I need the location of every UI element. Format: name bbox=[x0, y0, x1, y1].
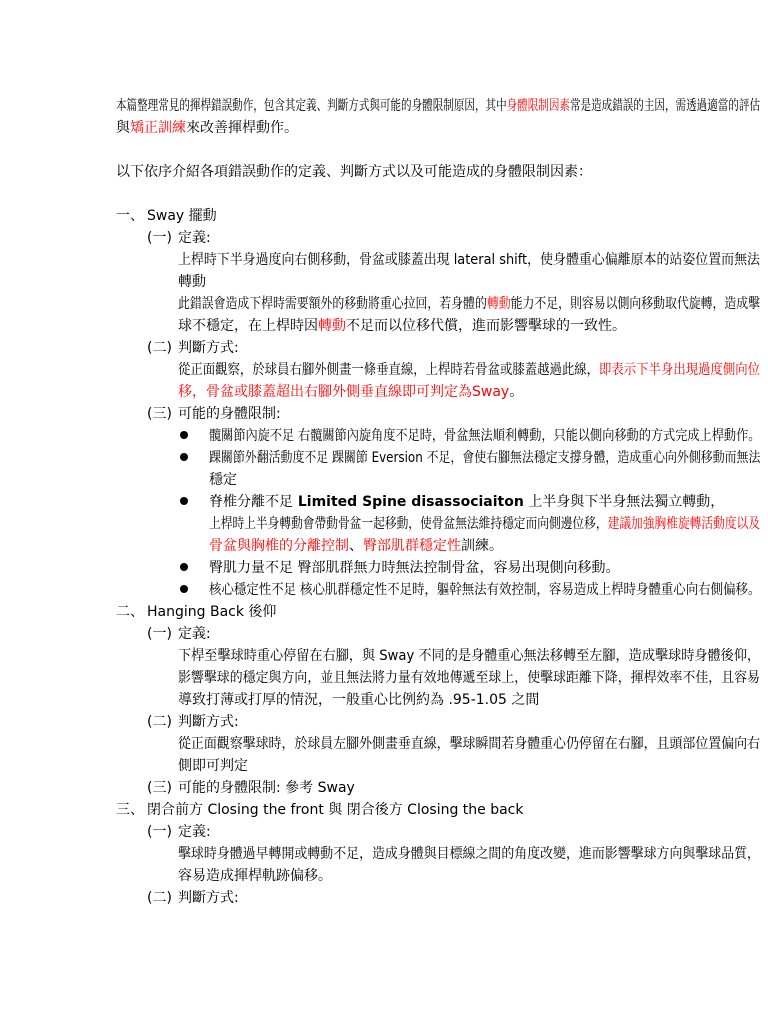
s1-def-line-1 bbox=[178, 251, 760, 269]
text: 。 bbox=[509, 384, 524, 400]
text: 後仰 bbox=[248, 604, 277, 620]
bullet-icon bbox=[180, 431, 188, 439]
s1-judge-line-1 bbox=[178, 361, 760, 379]
text: 從正面觀察，於球員右腳外側畫一條垂直線，上桿時若骨盆或膝蓋越過此線， bbox=[178, 362, 600, 378]
highlight-text: 移，骨盆或膝蓋超出右腳外側垂直線即可判定為 bbox=[178, 384, 472, 400]
text: 右髖關節內旋角度不足時，骨盆無法順利轉動，只能以側向移動的方式完成上桿動作。 bbox=[294, 428, 761, 444]
s1-def-line-1b: 轉動 bbox=[178, 274, 206, 290]
text: 與 bbox=[328, 802, 343, 818]
s2-def-label: 定義: bbox=[178, 626, 211, 642]
text: 不足而以位移代償，進而影響擊球的一致性。 bbox=[346, 318, 626, 334]
text: 參考 bbox=[285, 780, 318, 796]
text: Closing the back bbox=[402, 802, 524, 818]
s1-def-label: 定義: bbox=[178, 230, 211, 246]
text: 來改善揮桿動作。 bbox=[186, 120, 298, 136]
section-3-title bbox=[147, 801, 524, 819]
text: 脊椎分離不足 bbox=[209, 494, 293, 510]
s2-def-line-3 bbox=[178, 691, 539, 709]
text: 核心穩定性不足 bbox=[209, 582, 297, 598]
text: Sway bbox=[147, 208, 185, 224]
s2-judge-line-2: 側即可判定 bbox=[178, 758, 248, 774]
s2-limit-number: (三) bbox=[147, 780, 172, 796]
text: 與 bbox=[116, 120, 130, 136]
text: 常是造成錯誤的主因，需透過適當的評估 bbox=[569, 98, 761, 114]
s3-judge-number: (二) bbox=[147, 890, 172, 906]
s1-judge-label: 判斷方式: bbox=[178, 340, 239, 356]
text: 臀部肌群無力時無法控制骨盆，容易出現側向移動。 bbox=[293, 560, 620, 576]
s3-def-label: 定義: bbox=[178, 824, 211, 840]
s1-limit-label: 可能的身體限制: bbox=[178, 406, 281, 422]
s1-bullet-3b bbox=[209, 515, 760, 533]
bullet-icon bbox=[180, 585, 188, 593]
section-1-title bbox=[147, 207, 217, 225]
text: 訓練。 bbox=[461, 538, 503, 554]
s1-bullet-2 bbox=[209, 449, 760, 467]
s3-def-line-2: 容易造成揮桿軌跡偏移。 bbox=[178, 868, 332, 884]
section-3-number: 三、 bbox=[116, 802, 144, 818]
text: 下桿至擊球時重心停留在右腳，與 bbox=[178, 648, 380, 664]
text: Hanging Back bbox=[147, 604, 244, 620]
s2-judge-number: (二) bbox=[147, 714, 172, 730]
s3-judge-label: 判斷方式: bbox=[178, 890, 239, 906]
highlight-text: 骨盆與胸椎的分離控制 bbox=[209, 538, 349, 554]
highlight-text: 矯正訓練 bbox=[130, 120, 186, 136]
text: 本篇整理常見的揮桿錯誤動作，包含其定義、判斷方式與可能的身體限制原因，其中 bbox=[116, 98, 507, 114]
text: lateral shift bbox=[453, 252, 528, 268]
text: 踝關節外翻活動度不足 bbox=[209, 450, 329, 466]
highlight-text: 轉動 bbox=[318, 318, 346, 334]
s1-judge-line-2 bbox=[178, 383, 523, 401]
text: 髖關節內旋不足 bbox=[209, 428, 295, 444]
text: 球不穩定，在上桿時因 bbox=[178, 318, 318, 334]
text: 能力不足，則容易以側向移動取代旋轉，造成擊 bbox=[510, 296, 761, 312]
text: 上半身與下半身無法獨立轉動， bbox=[523, 494, 725, 510]
text: Sway bbox=[379, 648, 415, 664]
text: 可能的身體限制: bbox=[178, 780, 281, 796]
s1-bullet-1 bbox=[209, 427, 760, 445]
s1-limit-number: (三) bbox=[147, 406, 172, 422]
highlight-text: 轉動 bbox=[486, 296, 511, 312]
s2-def-line-1 bbox=[178, 647, 760, 665]
text: 、 bbox=[349, 538, 363, 554]
text: 擺動 bbox=[188, 208, 217, 224]
s1-bullet-4 bbox=[209, 559, 619, 577]
s1-def-number: (一) bbox=[147, 230, 172, 246]
bold-text: Limited Spine disassociaiton bbox=[293, 494, 524, 510]
s1-bullet-5 bbox=[209, 581, 760, 599]
text: 臀肌力量不足 bbox=[209, 560, 293, 576]
bullet-icon bbox=[180, 563, 188, 571]
highlight-text: Sway bbox=[472, 384, 510, 400]
text: 上桿時下半身過度向右側移動，骨盆或膝蓋出現 bbox=[178, 252, 454, 268]
s1-def-line-3 bbox=[178, 317, 626, 335]
section-2-number: 二、 bbox=[116, 604, 144, 620]
text: 閉合後方 bbox=[342, 802, 403, 818]
text: 不足，會使右腳無法穩定支撐身體，造成重心向外側移動而無法 bbox=[422, 450, 761, 466]
bullet-icon bbox=[180, 497, 188, 505]
s3-def-line-1: 擊球時身體過早轉開或轉動不足，造成身體與目標線之間的角度改變，進而影響擊球方向與擊球品質， bbox=[178, 846, 760, 862]
highlight-text: 身體限制因素 bbox=[506, 98, 570, 114]
s1-judge-number: (二) bbox=[147, 340, 172, 356]
highlight-text: 建議加強胸椎旋轉活動度以及 bbox=[607, 516, 761, 532]
text: 之間 bbox=[506, 692, 540, 708]
text: Eversion bbox=[371, 450, 423, 466]
text: 核心肌群穩定性不足時，軀幹無法有效控制，容易造成上桿時身體重心向右側偏移。 bbox=[296, 582, 761, 598]
s2-def-line-2: 影響擊球的穩定與方向，並且無法將力量有效地傳遞至球上，使擊球距離下降，揮桿效率不佳，且容易 bbox=[178, 670, 760, 686]
intro-line-3: 以下依序介紹各項錯誤動作的定義、判斷方式以及可能造成的身體限制因素： bbox=[116, 164, 592, 180]
intro-line-2 bbox=[116, 119, 298, 137]
highlight-text: 即表示下半身出現過度側向位 bbox=[599, 362, 761, 378]
s1-bullet-3c bbox=[209, 537, 503, 555]
text: 閉合前方 bbox=[147, 802, 203, 818]
s1-def-line-2 bbox=[178, 295, 760, 313]
s2-limit-line bbox=[178, 779, 355, 797]
intro-line-1 bbox=[116, 97, 760, 115]
s2-def-number: (一) bbox=[147, 626, 172, 642]
s3-def-number: (一) bbox=[147, 824, 172, 840]
text: Sway bbox=[317, 780, 355, 796]
text: 踝關節 bbox=[328, 450, 372, 466]
text: 不同的是身體重心無法移轉至左腳，造成擊球時身體後仰， bbox=[414, 648, 761, 664]
s2-judge-label: 判斷方式: bbox=[178, 714, 239, 730]
text: Closing the front bbox=[203, 802, 329, 818]
section-1-number: 一、 bbox=[116, 208, 144, 224]
s2-judge-line-1: 從正面觀察擊球時，於球員左腳外側畫垂直線，擊球瞬間若身體重心仍停留在右腳，且頭部位置偏向右 bbox=[178, 736, 760, 752]
bullet-icon bbox=[180, 453, 188, 461]
s1-bullet-3 bbox=[209, 493, 724, 511]
highlight-text: 臀部肌群穩定性 bbox=[363, 538, 461, 554]
s1-bullet-2b: 穩定 bbox=[209, 472, 237, 488]
text: 此錯誤會造成下桿時需要額外的移動將重心拉回，若身體的 bbox=[178, 296, 487, 312]
section-2-title bbox=[147, 603, 276, 621]
text: 上桿時上半身轉動會帶動骨盆一起移動，使骨盆無法維持穩定而向側邊位移， bbox=[209, 516, 608, 532]
text: .95-1.05 bbox=[448, 692, 507, 708]
text: ，使身體重心偏離原本的站姿位置而無法 bbox=[527, 252, 760, 268]
text: 導致打薄或打厚的情況，一般重心比例約為 bbox=[178, 692, 449, 708]
